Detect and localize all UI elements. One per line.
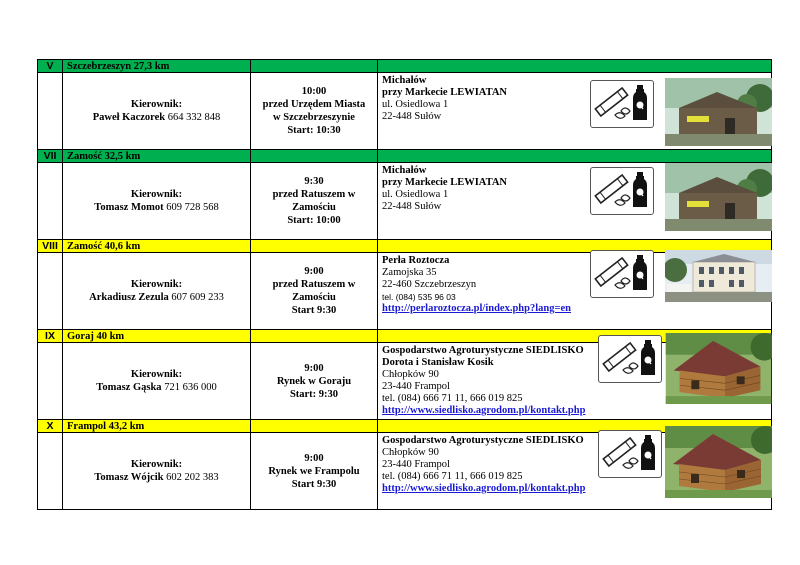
stage-detail-row <box>38 163 772 240</box>
start-line: w Szczebrzeszynie <box>273 112 355 123</box>
amenities-icon <box>598 430 662 478</box>
destination-phone: tel. (084) 535 96 03 <box>382 292 456 302</box>
start-cell <box>251 343 378 420</box>
leader-label: Kierownik: <box>130 369 183 380</box>
start-line: 10:00 <box>301 86 327 97</box>
destination-photo <box>665 426 772 498</box>
destination-title: Perła Roztocza <box>382 255 450 266</box>
leader-label: Kierownik: <box>130 459 183 470</box>
start-line: Start: 10:30 <box>287 125 341 136</box>
leader-name: Tomasz Momot <box>94 202 164 213</box>
leader-label: Kierownik: <box>130 189 183 200</box>
leader-cell <box>63 433 251 510</box>
destination-line: ul. Osiedlowa 1 <box>382 99 449 110</box>
destination-link[interactable]: http://www.siedlisko.agrodom.pl/kontakt.php <box>382 405 586 416</box>
destination-photo <box>665 250 772 302</box>
leader-phone: 609 728 568 <box>166 202 219 213</box>
leader-phone: 602 202 383 <box>166 472 219 483</box>
start-line: przed Urzędem Miasta <box>262 99 366 110</box>
leader-cell <box>63 343 251 420</box>
start-line: Start: 9:30 <box>289 388 339 400</box>
destination-line: 22-448 Sułów <box>382 201 442 212</box>
start-line: przed Ratuszem w <box>272 189 356 200</box>
start-cell <box>251 253 378 330</box>
leader-name: Paweł Kaczorek <box>92 112 166 123</box>
destination-photo <box>665 78 772 146</box>
stage-name: Zamość 32,5 km <box>63 150 251 163</box>
start-line: Start 9:30 <box>291 478 337 490</box>
stage-name: Frampol 43,2 km <box>63 420 251 433</box>
stage-name: Zamość 40,6 km <box>63 240 251 253</box>
amenities-icon <box>590 167 654 215</box>
destination-photo <box>665 163 772 231</box>
destination-link[interactable]: http://www.siedlisko.agrodom.pl/kontakt.php <box>382 483 586 494</box>
start-line: Zamościu <box>292 292 336 303</box>
leader-name: Tomasz Gąska <box>96 382 162 393</box>
leader-cell <box>63 73 251 150</box>
leader-label: Kierownik: <box>130 279 183 290</box>
start-line: 9:00 <box>304 266 324 277</box>
start-line: 9:00 <box>304 452 324 464</box>
destination-line: tel. (084) 666 71 11, 666 019 825 <box>382 471 523 482</box>
destination-line: Chłopków 90 <box>382 369 439 380</box>
stage-header-row <box>38 150 772 163</box>
amenities-icon <box>598 335 662 383</box>
start-line: Rynek w Goraju <box>276 375 352 387</box>
start-cell <box>251 163 378 240</box>
destination-line: tel. (084) 666 71 11, 666 019 825 <box>382 393 523 404</box>
destination-title: Michałów <box>382 75 427 86</box>
leader-phone: 721 636 000 <box>164 382 217 393</box>
stage-number: VII <box>38 150 63 163</box>
leader-phone: 664 332 848 <box>167 112 221 123</box>
leader-name: Arkadiusz Zezula <box>89 292 169 303</box>
stage-detail-row <box>38 253 772 330</box>
stage-number: VIII <box>38 240 63 253</box>
amenities-icon <box>590 250 654 298</box>
destination-title: Gospodarstwo Agroturystyczne SIEDLISKO <box>382 435 584 446</box>
amenities-icon <box>590 80 654 128</box>
start-line: Start 9:30 <box>291 305 337 316</box>
destination-title: przy Markecie LEWIATAN <box>382 87 508 98</box>
start-line: Start: 10:00 <box>287 215 341 226</box>
start-line: przed Ratuszem w <box>272 279 356 290</box>
start-line: Zamościu <box>292 202 336 213</box>
leader-label: Kierownik: <box>130 99 183 110</box>
destination-line: Chłopków 90 <box>382 447 439 458</box>
leader-cell <box>63 253 251 330</box>
stage-header-row <box>38 240 772 253</box>
start-line: Rynek we Frampolu <box>268 465 360 477</box>
destination-line: 22-460 Szczebrzeszyn <box>382 279 477 290</box>
start-cell <box>251 433 378 510</box>
destination-line: 23-440 Frampol <box>382 381 450 392</box>
destination-line: Zamojska 35 <box>382 267 437 278</box>
leader-name: Tomasz Wójcik <box>94 472 164 483</box>
destination-photo <box>665 333 772 404</box>
stage-header-row <box>38 60 772 73</box>
leader-phone: 607 609 233 <box>171 292 224 303</box>
start-cell <box>251 73 378 150</box>
destination-link[interactable]: http://perlaroztocza.pl/index.php?lang=en <box>382 303 571 314</box>
destination-title: przy Markecie LEWIATAN <box>382 177 508 188</box>
leader-cell <box>63 163 251 240</box>
stage-detail-row <box>38 73 772 150</box>
stage-number: V <box>38 60 63 73</box>
stage-number: IX <box>38 330 63 343</box>
stage-number: X <box>38 420 63 433</box>
start-line: 9:00 <box>304 362 324 374</box>
stage-name: Szczebrzeszyn 27,3 km <box>63 60 251 73</box>
destination-line: ul. Osiedlowa 1 <box>382 189 449 200</box>
destination-title: Michałów <box>382 165 427 176</box>
destination-title: Gospodarstwo Agroturystyczne SIEDLISKO <box>382 345 584 356</box>
destination-title: Dorota i Stanisław Kosik <box>382 357 494 368</box>
stage-name: Goraj 40 km <box>63 330 251 343</box>
start-line: 9:30 <box>304 176 324 187</box>
destination-line: 23-440 Frampol <box>382 459 450 470</box>
destination-line: 22-448 Sułów <box>382 111 442 122</box>
